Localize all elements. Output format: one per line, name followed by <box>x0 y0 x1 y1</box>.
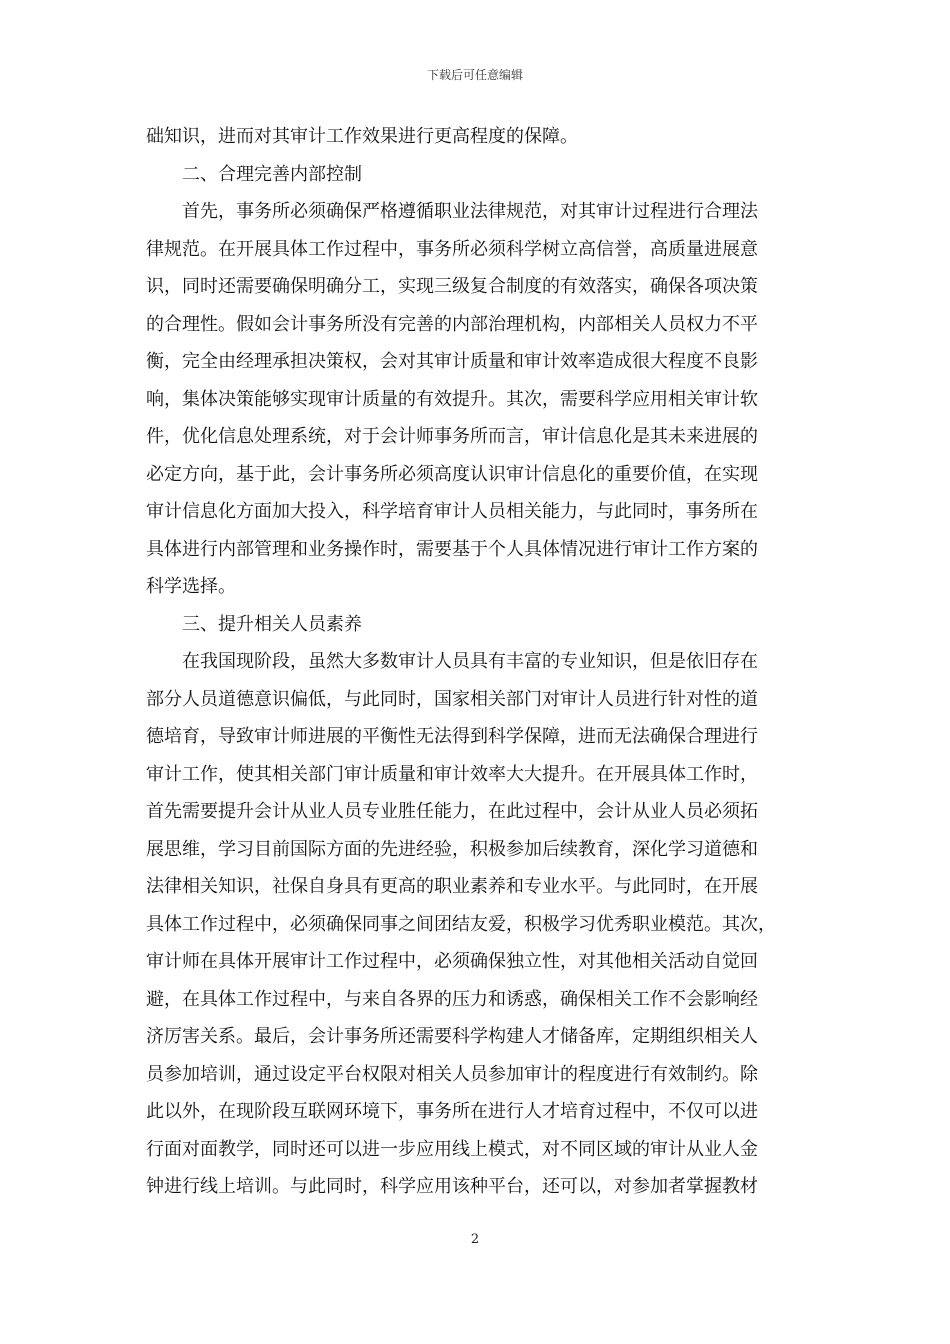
text-line: 钟进行线上培训。与此同时，科学应用该种平台，还可以，对参加者掌握教材 <box>146 1176 758 1197</box>
text-line: 避，在具体工作过程中，与来自各界的压力和诱惑，确保相关工作不会影响经 <box>146 988 758 1010</box>
text-line: 审计工作，使其相关部门审计质量和审计效率大大提升。在开展具体工作时， <box>146 763 758 785</box>
text-line: 具体工作过程中，必须确保同事之间团结友爱，积极学习优秀职业模范。其次， <box>146 913 776 935</box>
text-line: 员参加培训，通过设定平台权限对相关人员参加审计的程度进行有效制约。除 <box>146 1063 758 1085</box>
text-line: 首先需要提升会计从业人员专业胜任能力，在此过程中，会计从业人员必须拓 <box>146 801 758 822</box>
text-line: 济厉害关系。最后，会计事务所还需要科学构建人才储备库，定期组织相关人 <box>146 1026 758 1047</box>
text-line: 具体进行内部管理和业务操作时，需要基于个人具体情况进行审计工作方案的 <box>146 538 758 560</box>
text-line: 科学选择。 <box>146 576 236 597</box>
text-line: 德培育，导致审计师进展的平衡性无法得到科学保障，进而无法确保合理进行 <box>146 726 758 747</box>
section-heading: 三、提升相关人员素养 <box>182 613 362 635</box>
text-line: 件，优化信息处理系统，对于会计师事务所而言，审计信息化是其未来进展的 <box>146 426 758 447</box>
text-line: 础知识，进而对其审计工作效果进行更高程度的保障。 <box>146 126 578 147</box>
text-line: 此以外，在现阶段互联网环境下，事务所在进行人才培育过程中，不仅可以进 <box>146 1101 758 1122</box>
text-line: 响，集体决策能够实现审计质量的有效提升。其次，需要科学应用相关审计软 <box>146 388 758 410</box>
text-line: 行面对面教学，同时还可以进一步应用线上模式，对不同区域的审计从业人金 <box>146 1138 758 1160</box>
text-line: 在我国现阶段，虽然大多数审计人员具有丰富的专业知识，但是依旧存在 <box>182 651 758 672</box>
text-line: 律规范。在开展具体工作过程中，事务所必须科学树立高信誉，高质量进展意 <box>146 238 758 260</box>
text-line: 展思维，学习目前国际方面的先进经验，积极参加后续教育，深化学习道德和 <box>146 838 758 860</box>
text-line: 首先，事务所必须确保严格遵循职业法律规范，对其审计过程进行合理法 <box>182 201 758 222</box>
document-body <box>146 118 810 1206</box>
text-line: 审计信息化方面加大投入，科学培育审计人员相关能力，与此同时，事务所在 <box>146 501 758 522</box>
section-heading: 二、合理完善内部控制 <box>182 163 362 185</box>
text-line: 必定方向，基于此，会计事务所必须高度认识审计信息化的重要价值，在实现 <box>146 463 758 485</box>
text-line: 审计师在具体开展审计工作过程中，必须确保独立性，对其他相关活动自觉回 <box>146 951 758 972</box>
text-line: 部分人员道德意识偏低，与此同时，国家相关部门对审计人员进行针对性的道 <box>146 688 758 710</box>
text-line: 识，同时还需要确保明确分工，实现三级复合制度的有效落实，确保各项决策 <box>146 276 758 297</box>
page-number: 2 <box>470 1232 480 1247</box>
page-header: 下载后可任意编辑 <box>426 68 523 82</box>
text-line: 的合理性。假如会计事务所没有完善的内部治理机构，内部相关人员权力不平 <box>146 313 758 335</box>
text-line: 法律相关知识，社保自身具有更高的职业素养和专业水平。与此同时，在开展 <box>146 876 758 897</box>
text-line: 衡，完全由经理承担决策权，会对其审计质量和审计效率造成很大程度不良影 <box>146 351 758 372</box>
